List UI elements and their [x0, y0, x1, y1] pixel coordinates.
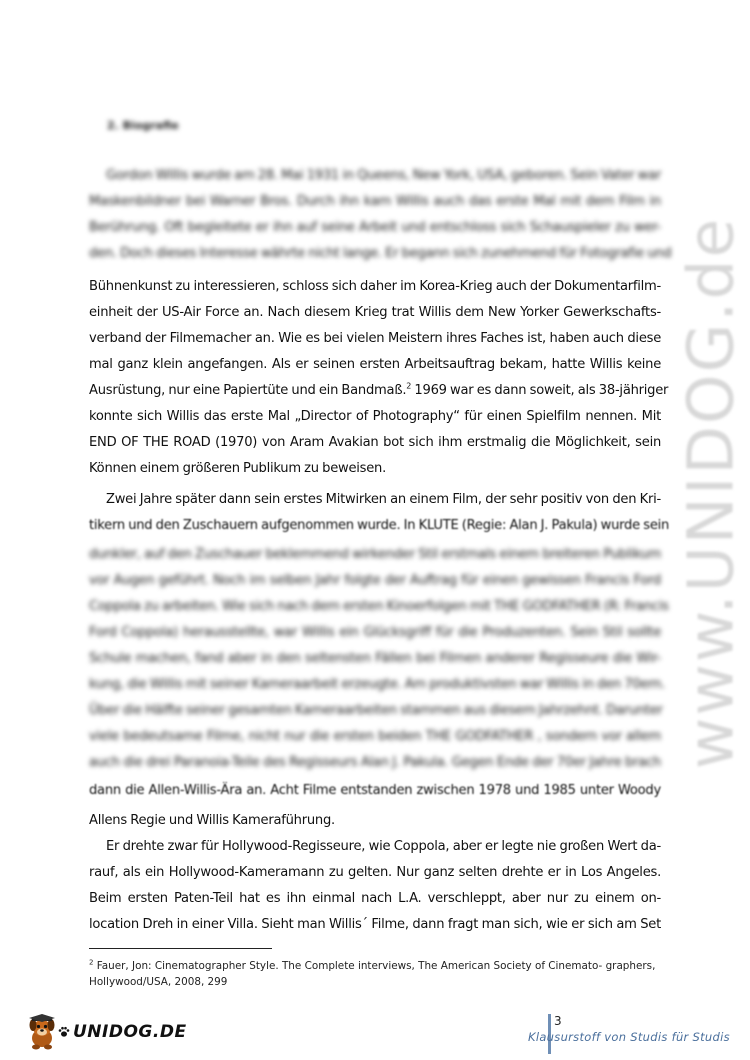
paragraph-line: rauf, als ein Hollywood-Kameramann zu gelten. Nur ganz selten drehte er in Los Angeles. — [89, 865, 661, 880]
paragraph-line: Allens Regie und Willis Kameraführung. — [89, 813, 335, 828]
page-number: 3 — [554, 1014, 562, 1028]
paragraph-line: dunkler, auf den Zuschauer beklemmend wirkender Stil erstmals einem breiteren Publikum — [89, 547, 661, 562]
paragraph-line: Über die Hälfte seiner gesamten Kameraarbeiten stammen aus diesem Jahrzehnt. Darunter — [89, 703, 663, 718]
logo-text: UNIDOG.DE — [73, 1022, 187, 1042]
footer-tagline: Klausurstoff von Studis für Studis — [528, 1030, 730, 1044]
paragraph-line: END OF THE ROAD (1970) von Aram Avakian bot sich ihm erstmalig die Möglichkeit, sein — [89, 435, 661, 450]
footnote-divider — [89, 948, 272, 949]
paragraph-line: location Dreh in einer Villa. Sieht man Willis´ Filme, dann fragt man sich, wie er sich am Set — [89, 917, 661, 932]
paragraph-line: Er drehte zwar für Hollywood-Regisseure, wie Coppola, aber er legte nie großen Wert da- — [106, 839, 661, 854]
line-text: 1969 war es dann soweit, als 38-jähriger — [411, 383, 669, 398]
footnote-text: Fauer, Jon: Cinematographer Style. The Complete interviews, The American Society of Cinemato- graphers, Hollywood/USA, 2008, 299 — [89, 960, 656, 988]
unidog-logo — [26, 1014, 187, 1050]
paragraph-line: kung, die Willis mit seiner Kameraarbeit erzeugte. Am produktivsten war Willis in den 70ern. — [89, 677, 666, 692]
paragraph-line: den. Doch dieses Interesse währte nicht lange. Er begann sich zunehmend für Fotografie und — [89, 246, 672, 261]
paragraph-line: mal ganz klein angefangen. Als er seinen ersten Arbeitsauftrag bekam, hatte Willis keine — [89, 357, 661, 372]
paragraph-line: Zwei Jahre später dann sein erstes Mitwirken an einem Film, der sehr positiv von den Kri- — [106, 492, 661, 507]
paragraph-line: Schule machen, fand aber in den seltensten Fällen bei Filmen anderer Regisseure die Wir- — [89, 651, 661, 666]
paragraph-line: dann die Allen-Willis-Ära an. Acht Filme entstanden zwischen 1978 und 1985 unter Woody — [89, 783, 661, 798]
paragraph-line: Coppola zu arbeiten. Wie sich nach dem ersten Kinoerfolgen mit THE GODFATHER (R: Francis — [89, 599, 669, 614]
paragraph-line: viele bedeutsame Filme, nicht nur die ersten beiden THE GODFATHER , sondern vor allem — [89, 729, 661, 744]
paragraph-line: Gordon Willis wurde am 28. Mai 1931 in Queens, New York, USA, geboren. Sein Vater war — [106, 168, 661, 183]
paragraph-line: verband der Filmemacher an. Wie es bei vielen Meistern ihres Faches ist, haben auch diese — [89, 331, 661, 346]
dog-mascot-icon — [26, 1014, 58, 1050]
paragraph-line: Maskenbildner bei Warner Bros. Durch ihn kam Willis auch das erste Mal mit dem Film in — [89, 194, 661, 209]
paragraph-line: tikern und den Zuschauern aufgenommen wurde. In KLUTE (Regie: Alan J. Pakula) wurde sein — [89, 518, 670, 533]
line-text: Ausrüstung, nur eine Papiertüte und ein Bandmaß. — [89, 383, 407, 398]
paragraph-line: vor Augen geführt. Noch im selben Jahr folgte der Auftrag für einen gewissen Francis Ford — [89, 573, 661, 588]
paragraph-line: Bühnenkunst zu interessieren, schloss sich daher im Korea-Krieg auch der Dokumentarfilm- — [89, 279, 661, 294]
footnote-marker: 2 — [406, 381, 412, 391]
section-heading: 2. Biografie — [107, 119, 179, 132]
paragraph-line: Berührung. Oft begleitete er ihn auf seine Arbeit und entschloss sich Schauspieler zu wer- — [89, 220, 661, 235]
paragraph-line: einheit der US-Air Force an. Nach diesem Krieg trat Willis dem New Yorker Gewerkschafts- — [89, 305, 661, 320]
paragraph-line: konnte sich Willis das erste Mal „Director of Photography“ für einen Spielfilm nennen. Mit — [89, 409, 661, 424]
watermark-text: www.UNIDOG.de — [674, 216, 748, 770]
footnote-number: 2 — [89, 958, 94, 967]
paw-icon — [58, 1026, 70, 1038]
footnote — [89, 958, 689, 990]
paragraph-line: Können einem größeren Publikum zu beweisen. — [89, 461, 386, 476]
paragraph-line: Ford Coppola) herausstellte, war Willis ein Glücksgriff für die Produzenten. Sein Stil sollte — [89, 625, 661, 640]
paragraph-line: auch die drei Paranoia-Teile des Regisseurs Alan J. Pakula. Gegen Ende der 70er Jahre brach — [89, 755, 661, 770]
paragraph-line: Beim ersten Paten-Teil hat es ihn einmal nach L.A. verschleppt, aber nur zu einem on- — [89, 891, 661, 906]
paragraph-line — [89, 378, 669, 404]
